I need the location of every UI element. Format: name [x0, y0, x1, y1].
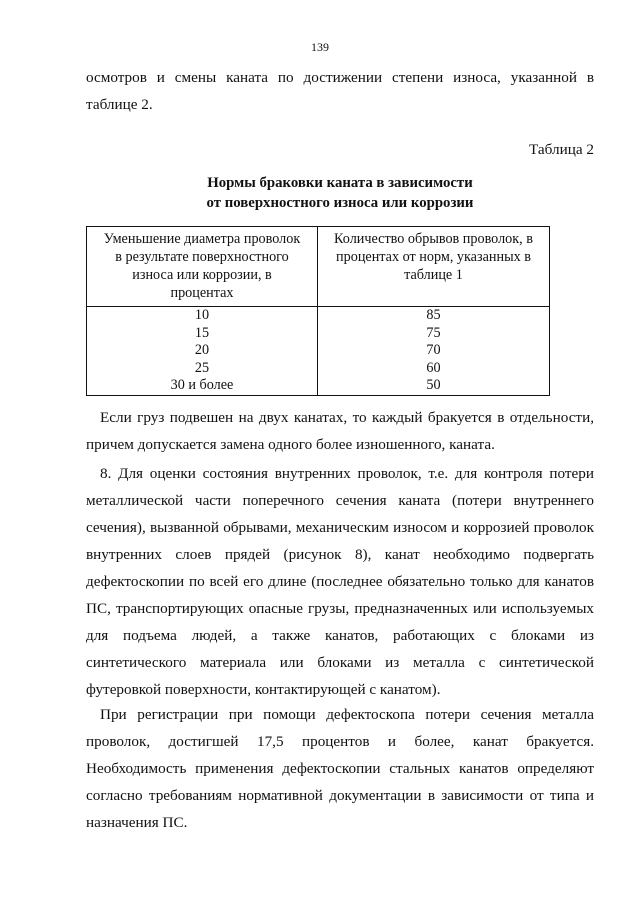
- table-header-broken-wires: Количество обрывов проволок, в процентах от норм, указанных в таблице 1: [318, 227, 550, 307]
- table-cell-diameter-reduction: 15: [87, 325, 318, 343]
- paragraph-flaw-detection: При регистрации при помощи дефектоскопа потери сечения металла проволок, достигшей 17,5 процентов и более, канат бракуется. Необходимость применения дефектоскопии стальных канатов определяют согласно требованиям нормативной документации в зависимости от типа и назначения ПС.: [86, 706, 594, 831]
- table-title-line-1: Нормы браковки каната в зависимости: [207, 175, 473, 191]
- table-row: [87, 325, 550, 343]
- table-cell-diameter-reduction: 25: [87, 360, 318, 378]
- table-row: [87, 377, 550, 395]
- intro-paragraph: осмотров и смены каната по достижении степени износа, указанной в таблице 2.: [86, 69, 594, 113]
- table-row: [87, 307, 550, 325]
- table-cell-diameter-reduction: 10: [87, 307, 318, 325]
- table-row: [87, 360, 550, 378]
- table-cell-broken-wires: 85: [318, 307, 550, 325]
- paragraph-two-ropes: Если груз подвешен на двух канатах, то каждый бракуется в отдельности, причем допускается замена одного более изношенного, каната.: [86, 409, 594, 453]
- table-cell-broken-wires: 50: [318, 377, 550, 395]
- table-header-diameter-reduction: Уменьшение диаметра проволок в результате поверхностного износа или коррозии, в процентах: [87, 227, 318, 307]
- table-label: Таблица 2: [529, 141, 594, 158]
- paragraph-internal-wires: 8. Для оценки состояния внутренних проволок, т.е. для контроля потери металлической части поперечного сечения каната (потери внутреннего сечения), вызванной обрывами, механическим износом и коррозией проволок внутренних слоев прядей (рисунок 8), канат необходимо подвергать дефектоскопии по всей его длине (последнее обязательно только для канатов ПС, транспортирующих опасные грузы, предназначенных или используемых для подъема людей, а также канатов, работающих с блоками из синтетического материала или блоками из металла с синтетической футеровкой поверхности, контактирующей с канатом).: [86, 465, 594, 698]
- table-cell-broken-wires: 60: [318, 360, 550, 378]
- table-row: [87, 342, 550, 360]
- table-cell-broken-wires: 70: [318, 342, 550, 360]
- table-title-line-2: от поверхностного износа или коррозии: [206, 195, 474, 211]
- table-title: [86, 173, 594, 213]
- wear-norms-table: [86, 226, 550, 396]
- table-cell-diameter-reduction: 20: [87, 342, 318, 360]
- table-header-row: [87, 227, 550, 307]
- table-cell-broken-wires: 75: [318, 325, 550, 343]
- page-number: 139: [311, 40, 329, 54]
- table-cell-diameter-reduction: 30 и более: [87, 377, 318, 395]
